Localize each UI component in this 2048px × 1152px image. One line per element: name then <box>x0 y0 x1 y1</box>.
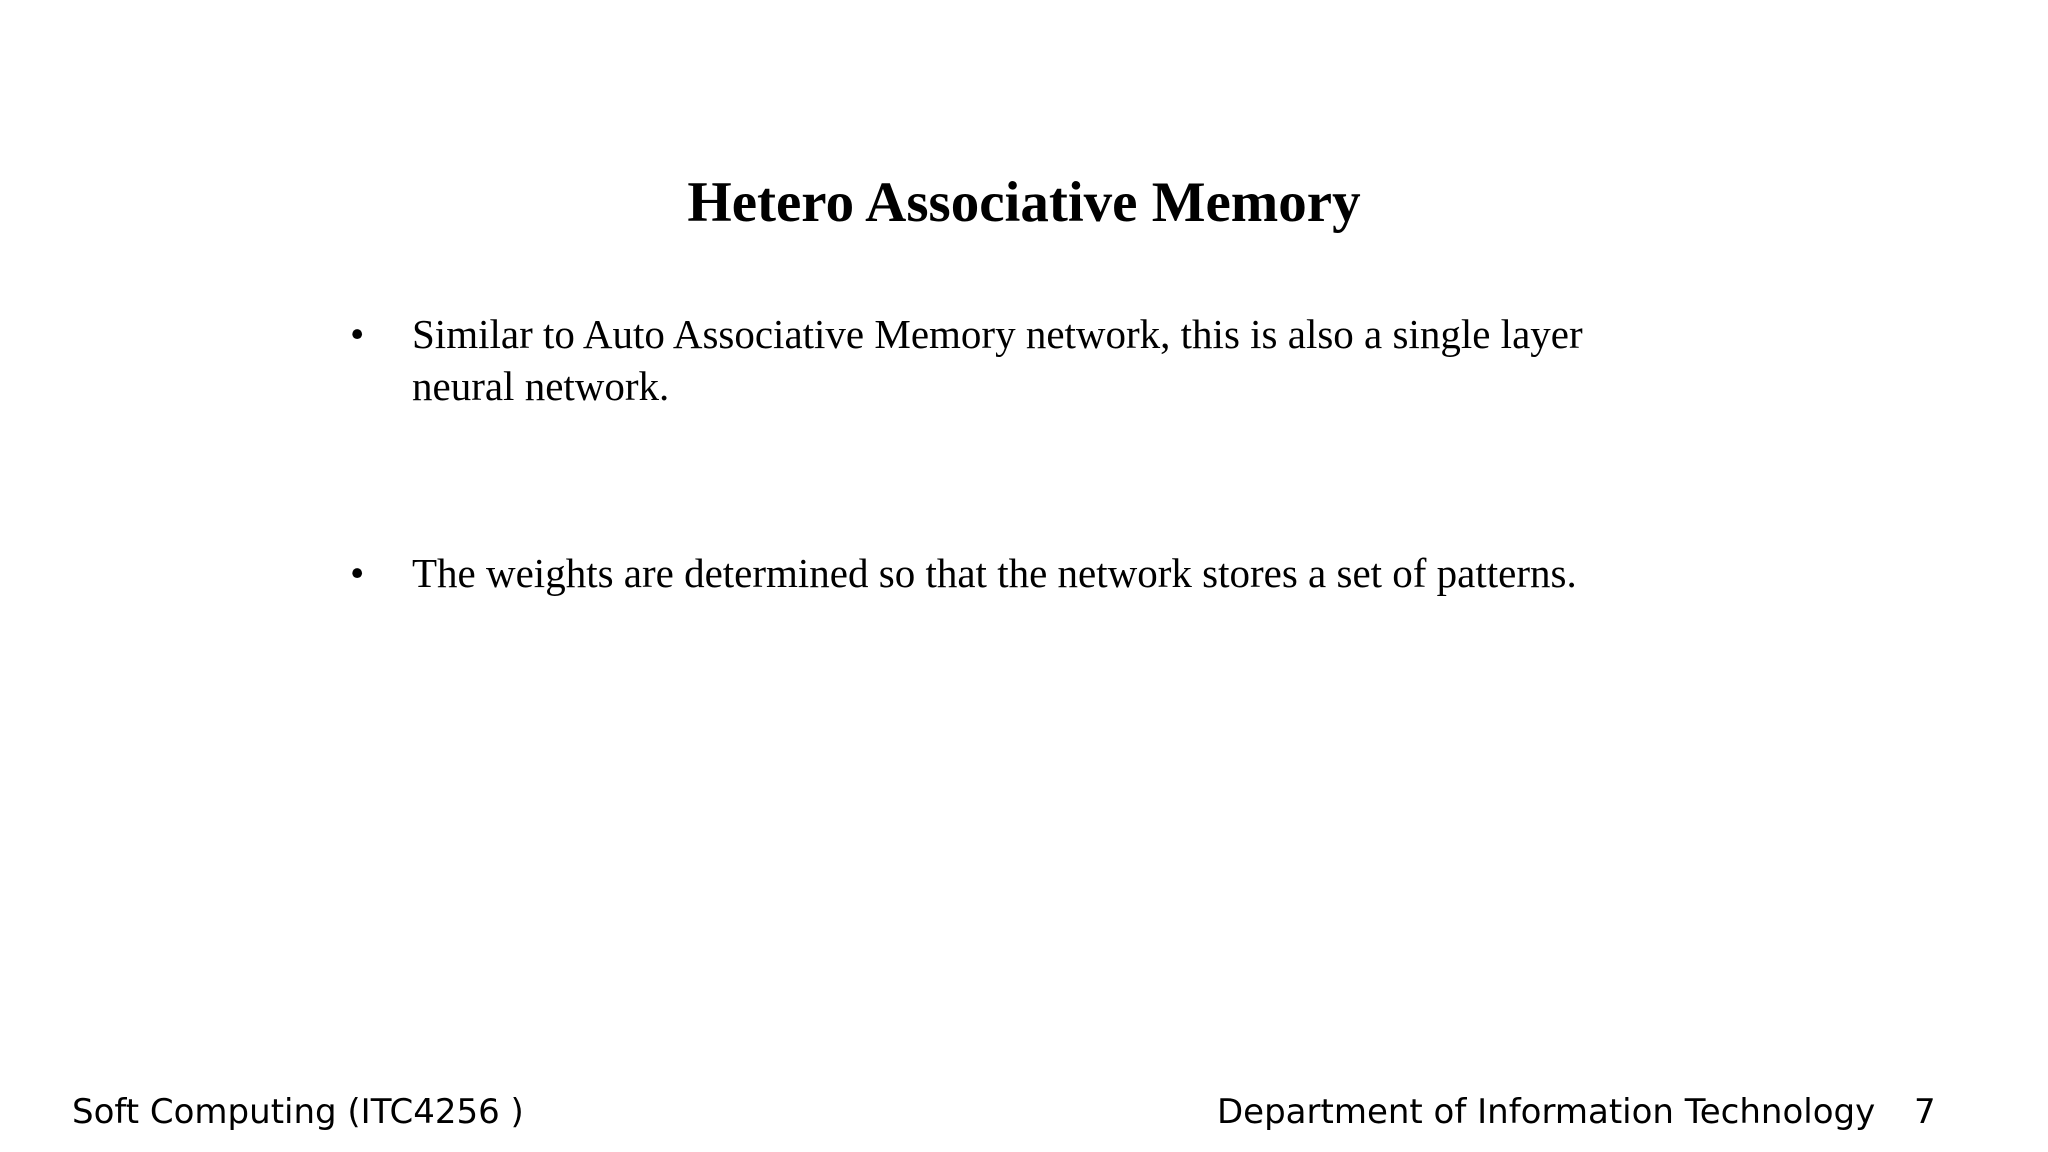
bullet-list <box>350 308 1670 599</box>
bullet-text: Similar to Auto Associative Memory network, this is also a single layer neural network. <box>412 311 1583 409</box>
footer-course: Soft Computing (ITC4256 ) <box>72 1092 524 1132</box>
footer-department: Department of Information Technology <box>1217 1092 1876 1132</box>
bullet-marker: • <box>350 311 365 357</box>
bullet-item <box>350 308 1670 412</box>
bullet-text: The weights are determined so that the network stores a set of patterns. <box>412 550 1577 596</box>
bullet-marker: • <box>350 550 365 596</box>
slide-title: Hetero Associative Memory <box>687 171 1361 234</box>
page-number: 7 <box>1914 1092 1936 1132</box>
bullet-item <box>350 547 1670 599</box>
